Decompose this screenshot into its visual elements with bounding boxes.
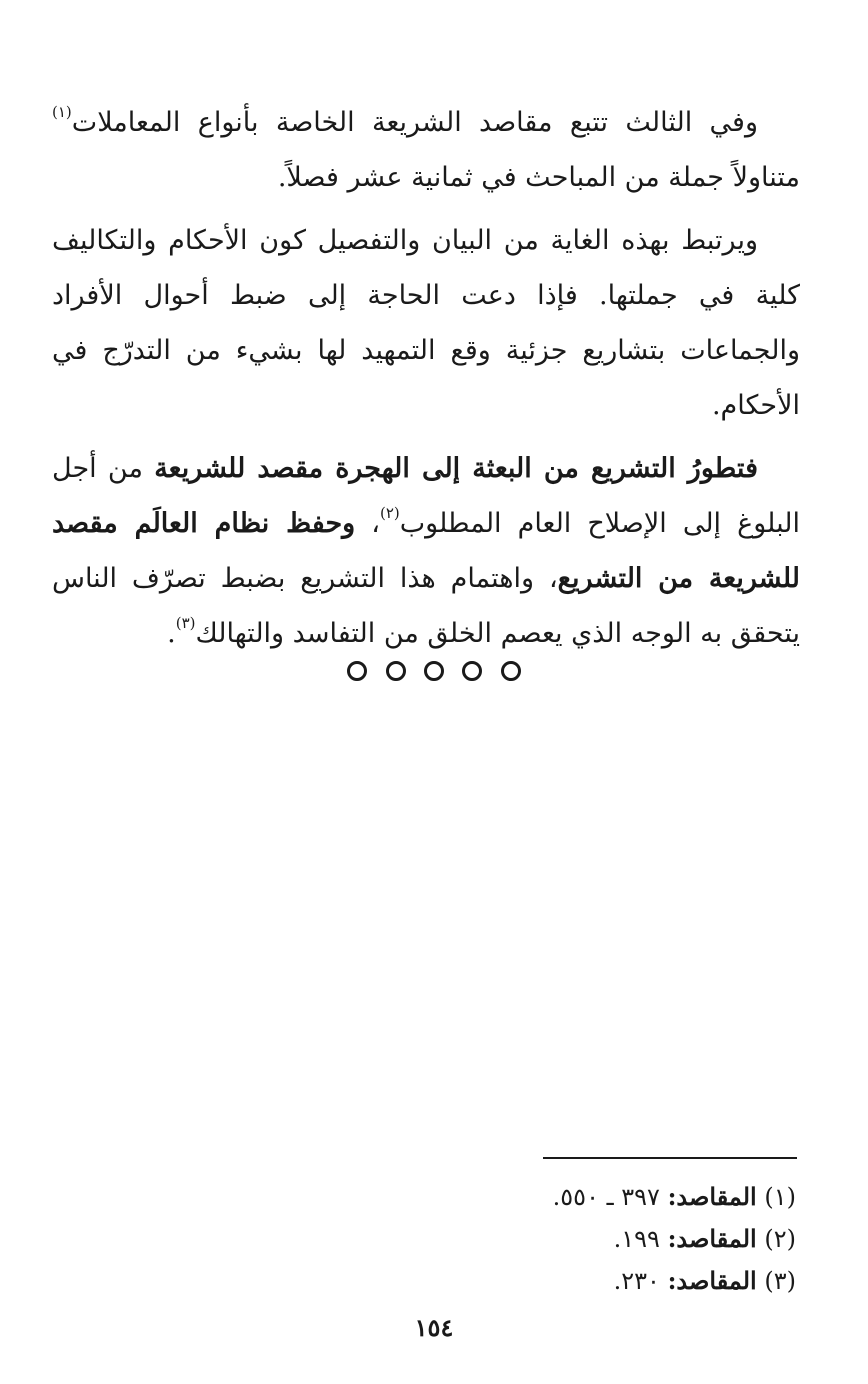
- footnote-number: (٢): [764, 1225, 796, 1253]
- paragraph-1-tail: متناولاً جملة من المباحث في ثمانية عشر فصلاً.: [277, 162, 800, 193]
- circle-icon: [501, 661, 521, 681]
- circle-icon: [424, 661, 444, 681]
- footnote-number: (١): [764, 1183, 796, 1211]
- footnote-2: [553, 1218, 796, 1260]
- footnote-pages: ١٩٩.: [613, 1225, 660, 1253]
- footnote-source: المقاصد:: [667, 1266, 757, 1295]
- circle-icon: [386, 661, 406, 681]
- footnote-source: المقاصد:: [667, 1182, 757, 1211]
- main-text: [52, 95, 800, 669]
- footnote-source: المقاصد:: [667, 1224, 757, 1253]
- separator: ،: [355, 508, 380, 539]
- footnote-divider: [543, 1157, 797, 1159]
- footnote-pages: ٣٩٧ ـ ٥٥٠.: [552, 1183, 660, 1211]
- bold-phrase-1: فتطورُ التشريع من البعثة إلى الهجرة مقصد للشريعة: [154, 453, 758, 484]
- paragraph-3-text-1: من أجل البلوغ إلى الإصلاح العام المطلوب: [52, 453, 800, 539]
- footnote-ref-2[interactable]: (٢): [379, 504, 400, 522]
- footnote-1: [553, 1176, 796, 1218]
- paragraph-3-text-2: ، واهتمام هذا التشريع بضبط تصرّف الناس يتحقق به الوجه الذي يعصم الخلق من التفاسد والتهالك: [52, 563, 800, 649]
- footnotes: [553, 1176, 796, 1302]
- paragraph-2: ويرتبط بهذه الغاية من البيان والتفصيل كون الأحكام والتكاليف كلية في جملتها. فإذا دعت الحاجة إلى ضبط أحوال الأفراد والجماعات بتشاريع جزئية وقع التمهيد لها بشيء من التدرّج في الأحكام.: [52, 225, 800, 421]
- footnote-3: [553, 1260, 796, 1302]
- footnote-ref-1[interactable]: (١): [52, 103, 72, 121]
- footnote-pages: ٢٣٠.: [613, 1267, 660, 1295]
- circle-icon: [347, 661, 367, 681]
- section-ornament: [0, 658, 868, 688]
- paragraph-3: [52, 441, 800, 661]
- paragraph-1: [52, 95, 800, 205]
- paragraph-1-text: وفي الثالث تتبع مقاصد الشريعة الخاصة بأنواع المعاملات: [71, 107, 758, 138]
- footnote-number: (٣): [764, 1267, 796, 1295]
- paragraph-3-end: .: [167, 618, 176, 649]
- page-number: ١٥٤: [414, 1313, 454, 1342]
- footnote-ref-3[interactable]: (٣): [175, 614, 196, 632]
- circle-icon: [462, 661, 482, 681]
- bold-phrase-2: وحفظ نظام العالَم مقصد للشريعة من التشريع: [52, 508, 800, 594]
